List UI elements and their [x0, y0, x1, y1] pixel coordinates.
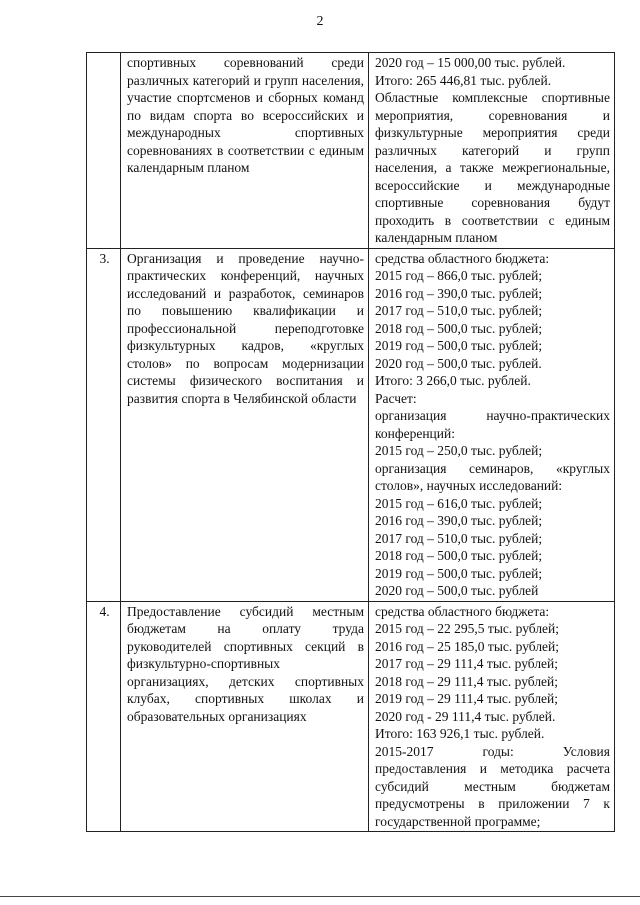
funding-line: 2020 год – 500,0 тыс. рублей [375, 583, 539, 598]
funding-line: 2019 год – 29 111,4 тыс. рублей; [375, 691, 559, 706]
funding-cell [369, 248, 615, 601]
activity-description: Организация и проведение научно-практических конференций, научных исследований и разработок, семинаров по повышению квалификации и профессиональной переподготовке физкультурных кадров, «круглых столов» по вопросам модернизации системы физического воспитания и развития спорта в Челябинской области [121, 248, 369, 601]
funding-line: 2019 год – 500,0 тыс. рублей; [375, 565, 543, 581]
funding-line: 2020 год - 29 111,4 тыс. рублей. [375, 708, 556, 724]
funding-note: 2015-2017 годы: Условия предоставления и методика расчета субсидий местным бюджетам предусмотрены в приложении 7 к государственной программе; [375, 743, 610, 829]
funding-line: 2015 год – 616,0 тыс. рублей; [375, 495, 543, 511]
funding-line: 2016 год – 390,0 тыс. рублей; [375, 513, 543, 528]
funding-line: 2020 год – 15 000,00 тыс. рублей. [375, 55, 566, 70]
activity-description: спортивных соревнований среди различных категорий и групп населения, участие спортсменов и сборных команд по видам спорта во всероссийских и международных спортивных соревнованиях в соответствии с единым календарным планом [121, 53, 369, 249]
funding-line: 2018 год – 500,0 тыс. рублей; [375, 548, 543, 563]
page-number: 2 [316, 14, 324, 29]
funding-line: 2016 год – 25 185,0 тыс. рублей; [375, 638, 560, 654]
funding-line: Итого: 163 926,1 тыс. рублей. [375, 726, 545, 741]
program-table [86, 52, 615, 832]
row-number [87, 53, 121, 249]
funding-line: 2016 год – 390,0 тыс. рублей; [375, 285, 543, 301]
table-row [87, 601, 615, 832]
funding-line: 2017 год – 510,0 тыс. рублей; [375, 303, 543, 318]
funding-line: 2020 год – 500,0 тыс. рублей. [375, 355, 542, 371]
funding-line: 2015 год – 22 295,5 тыс. рублей; [375, 621, 560, 636]
funding-line: 2015 год – 250,0 тыс. рублей; [375, 443, 543, 458]
funding-line: 2018 год – 500,0 тыс. рублей; [375, 320, 543, 336]
funding-note: организация семинаров, «круглых столов», научных исследований: [375, 460, 610, 493]
funding-line: 2018 год – 29 111,4 тыс. рублей; [375, 673, 559, 689]
funding-note: Областные комплексные спортивные мероприятия, соревнования и физкультурные мероприятия среди различных категорий и групп населения, а также межрегиональные, всероссийские и международные спортивные соревнования будут проходить в соответствии с единым календарным планом [375, 90, 610, 245]
table-row [87, 248, 615, 601]
table-row [87, 53, 615, 249]
funding-note: организация научно-практических конференций: [375, 408, 610, 441]
funding-cell [369, 601, 615, 832]
row-number: 4. [87, 601, 121, 832]
funding-line: 2017 год – 29 111,4 тыс. рублей; [375, 656, 559, 671]
funding-line: Итого: 3 266,0 тыс. рублей. [375, 373, 531, 388]
funding-line: 2017 год – 510,0 тыс. рублей; [375, 530, 543, 546]
activity-description: Предоставление субсидий местным бюджетам на оплату труда руководителей спортивных секций в физкультурно-спортивных организациях, детских спортивных клубах, спортивных школах и образовательных организациях [121, 601, 369, 832]
funding-line: средства областного бюджета: [375, 250, 550, 266]
funding-line: Итого: 265 446,81 тыс. рублей. [375, 72, 552, 88]
funding-line: 2019 год – 500,0 тыс. рублей; [375, 338, 543, 353]
funding-line: 2015 год – 866,0 тыс. рублей; [375, 268, 543, 283]
page-bottom-rule [0, 896, 640, 897]
funding-line: средства областного бюджета: [375, 603, 550, 619]
funding-line: Расчет: [375, 390, 417, 406]
funding-cell [369, 53, 615, 249]
row-number: 3. [87, 248, 121, 601]
